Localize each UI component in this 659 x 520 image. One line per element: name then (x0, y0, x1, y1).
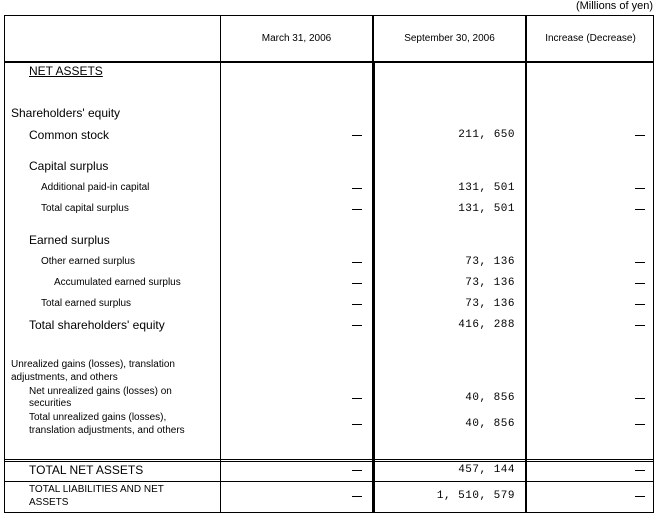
common-stock-label: Common stock (29, 128, 110, 142)
total-capital-surplus-september: 131, 501 (458, 203, 515, 215)
total-net-assets-increase (635, 470, 645, 471)
total-sh-equity-september: 416, 288 (458, 319, 515, 331)
other-earned-september: 73, 136 (465, 256, 515, 268)
total-liab-september: 1, 510, 579 (436, 490, 515, 502)
total-liabilities-net-assets-line2: ASSETS (29, 497, 69, 508)
accum-earned-march (352, 283, 362, 284)
col-divider-3 (525, 15, 527, 513)
total-unrealized-march (352, 424, 362, 425)
total-unrealized-increase (635, 424, 645, 425)
total-liab-march (352, 496, 362, 497)
total-net-assets-september: 457, 144 (458, 464, 515, 476)
total-capital-surplus-march (352, 209, 362, 210)
earned-surplus-label: Earned surplus (29, 233, 110, 247)
col-divider-1 (220, 15, 221, 513)
capital-surplus-label: Capital surplus (29, 159, 109, 173)
total-earned-september: 73, 136 (465, 298, 515, 310)
total-sh-equity-increase (635, 325, 645, 326)
total-unrealized-label-line1: Total unrealized gains (losses), (29, 412, 167, 423)
total-earned-increase (635, 304, 645, 305)
col-header-september: September 30, 2006 (404, 33, 495, 44)
other-earned-march (352, 262, 362, 263)
net-unrealized-increase (635, 398, 645, 399)
total-earned-march (352, 304, 362, 305)
total-unrealized-september: 40, 856 (465, 418, 515, 430)
total-earned-label: Total earned surplus (41, 298, 132, 309)
unrealized-heading-line1: Unrealized gains (losses), translation (11, 359, 175, 370)
other-earned-increase (635, 262, 645, 263)
total-liab-rule (4, 481, 654, 482)
col-divider-2b (373, 62, 375, 513)
common-stock-september: 211, 650 (458, 129, 515, 141)
shareholders-equity-label: Shareholders' equity (11, 106, 121, 120)
common-stock-march (352, 135, 362, 136)
net-unrealized-september: 40, 856 (465, 392, 515, 404)
total-liabilities-net-assets-line1: TOTAL LIABILITIES AND NET (29, 484, 164, 495)
accum-earned-increase (635, 283, 645, 284)
common-stock-increase (635, 135, 645, 136)
unrealized-heading-line2: adjustments, and others (11, 372, 118, 383)
total-liab-increase (635, 496, 645, 497)
col-header-increase: Increase (Decrease) (545, 33, 636, 44)
total-net-assets-rule (4, 459, 654, 460)
accum-earned-september: 73, 136 (465, 277, 515, 289)
total-sh-equity-march (352, 325, 362, 326)
total-unrealized-label-line2: translation adjustments, and others (29, 425, 185, 436)
additional-paid-in-label: Additional paid-in capital (41, 182, 150, 193)
total-capital-surplus-increase (635, 209, 645, 210)
total-net-assets-rule-2 (4, 461, 654, 462)
accumulated-earned-label: Accumulated earned surplus (54, 277, 181, 288)
net-unrealized-march (352, 398, 362, 399)
addl-paid-in-march (352, 188, 362, 189)
addl-paid-in-increase (635, 188, 645, 189)
other-earned-label: Other earned surplus (41, 256, 135, 267)
total-shareholders-equity-label: Total shareholders' equity (29, 318, 165, 332)
header-rule (4, 61, 654, 63)
unit-note: (Millions of yen) (575, 0, 653, 12)
net-unrealized-label-line2: securities (29, 398, 72, 409)
total-capital-surplus-label: Total capital surplus (41, 203, 129, 214)
section-title: NET ASSETS (29, 64, 103, 78)
addl-paid-in-september: 131, 501 (458, 182, 515, 194)
col-header-march: March 31, 2006 (261, 33, 332, 44)
total-net-assets-march (352, 470, 362, 471)
total-net-assets-label: TOTAL NET ASSETS (29, 463, 144, 477)
net-unrealized-label-line1: Net unrealized gains (losses) on (29, 386, 172, 397)
